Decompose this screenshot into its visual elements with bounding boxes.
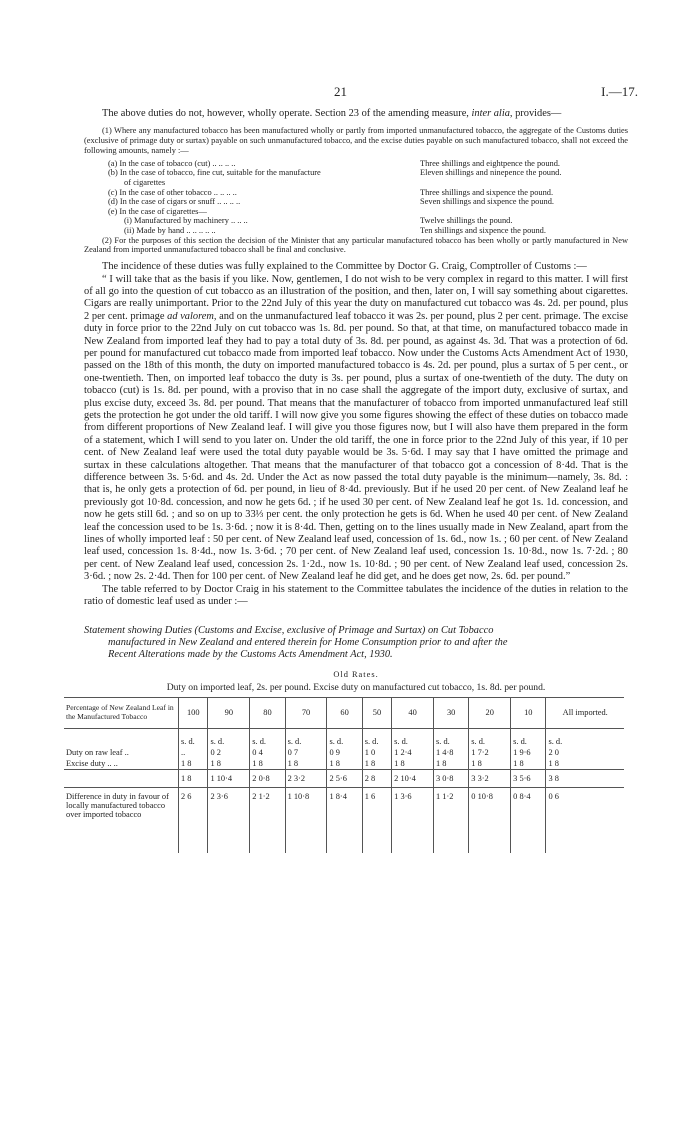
- duty-amounts-list: [84, 159, 628, 236]
- list-item: (ii) Made by hand .. .. .. .. .. Ten shillings and sixpence the pound.: [124, 225, 546, 235]
- table-cell: 2 8: [362, 769, 391, 787]
- list-item: (b) In the case of tobacco, fine cut, suitable for the manufacture Eleven shillings and ninepence the pound.: [108, 168, 562, 178]
- table-cell: 1 10·4: [208, 769, 250, 787]
- document-reference: I.—17.: [601, 84, 638, 99]
- table-intro-paragraph: The table referred to by Doctor Craig in his statement to the Committee tabulates the incidence of the duties in relation to the ratio of domestic leaf used as under :—: [84, 583, 628, 608]
- table-header-label: Percentage of New Zealand Leaf in the Manufactured Tobacco: [64, 697, 179, 728]
- table-header-row: [64, 697, 624, 728]
- table-cell: 1 10·8: [285, 787, 327, 853]
- table-cell: 2 3·6: [208, 787, 250, 853]
- table-cell: 0 8·4: [511, 787, 546, 853]
- unit-label: s. d.: [511, 728, 546, 747]
- table-cell: 0 2: [208, 747, 250, 758]
- unit-label: s. d.: [434, 728, 469, 747]
- table-cell: 1 8: [208, 758, 250, 770]
- unit-label: s. d.: [469, 728, 511, 747]
- duties-table: [64, 697, 624, 853]
- table-cell: 0 7: [285, 747, 327, 758]
- column-header: 80: [250, 697, 285, 728]
- row-label: [64, 769, 179, 787]
- table-cell: 1 8: [285, 758, 327, 770]
- table-cell: 1 9·6: [511, 747, 546, 758]
- table-cell: 2 10·4: [392, 769, 434, 787]
- table-cell: 0 9: [327, 747, 362, 758]
- column-header: 50: [362, 697, 391, 728]
- table-cell: 3 5·6: [511, 769, 546, 787]
- table-cell: 1 8: [250, 758, 285, 770]
- page-header: [84, 84, 638, 108]
- row-label: Duty on raw leaf ..: [66, 747, 129, 757]
- table-cell: ..: [179, 747, 208, 758]
- table-cell: 1 8: [469, 758, 511, 770]
- column-header: 90: [208, 697, 250, 728]
- unit-label: s. d.: [327, 728, 362, 747]
- list-item: (d) In the case of cigars or snuff .. .. .. .. Seven shillings and sixpence the pound.: [108, 197, 554, 207]
- row-label: Excise duty .. ..: [64, 758, 179, 770]
- table-cell: 2 3·2: [285, 769, 327, 787]
- table-row: [64, 769, 624, 787]
- list-item: (e) In the case of cigarettes—: [108, 206, 207, 216]
- table-cell: 1 8·4: [327, 787, 362, 853]
- table-cell: 0 10·8: [469, 787, 511, 853]
- table-cell: 2 5·6: [327, 769, 362, 787]
- table-cell: 2 0·8: [250, 769, 285, 787]
- column-header: 40: [392, 697, 434, 728]
- list-item: (a) In the case of tobacco (cut) .. .. .. .. Three shillings and eightpence the pound.: [108, 158, 561, 168]
- incidence-paragraph: The incidence of these duties was fully explained to the Committee by Doctor G. Craig, Comptroller of Customs :—: [102, 261, 587, 273]
- section-clause-2: (2) For the purposes of this section the decision of the Minister that any particular manufactured tobacco has been wholly or partly manufactured in New Zealand from imported unmanufactured tobacco shall be final and conclusive.: [84, 235, 628, 255]
- unit-label: s. d.: [179, 728, 208, 747]
- table-row: [64, 787, 624, 853]
- table-cell: 1 8: [179, 758, 208, 770]
- unit-label: s. d.: [250, 728, 285, 747]
- list-item: (i) Manufactured by machinery .. .. .. Twelve shillings the pound.: [124, 216, 513, 226]
- column-header: 70: [285, 697, 327, 728]
- table-cell: 1 8: [327, 758, 362, 770]
- table-cell: 3 3·2: [469, 769, 511, 787]
- table-cell: 0 4: [250, 747, 285, 758]
- table-cell: 1 4·8: [434, 747, 469, 758]
- table-cell: 1 8: [434, 758, 469, 770]
- table-cell: 1 8: [511, 758, 546, 770]
- list-item: (c) In the case of other tobacco .. .. .. .. Three shillings and sixpence the pound.: [108, 187, 554, 197]
- table-cell: 1 8: [392, 758, 434, 770]
- table-cell: 0 6: [546, 787, 624, 853]
- table-units-row: [64, 728, 624, 747]
- column-header: 30: [434, 697, 469, 728]
- unit-label: s. d.: [392, 728, 434, 747]
- table-cell: 2 1·2: [250, 787, 285, 853]
- old-rates-duty-line: Duty on imported leaf, 2s. per pound. Excise duty on manufactured cut tobacco, 1s. 8d. per pound.: [166, 681, 546, 693]
- table-cell: 2 0: [546, 747, 624, 758]
- column-header: 20: [469, 697, 511, 728]
- table-cell: 2 6: [179, 787, 208, 853]
- column-header: 10: [511, 697, 546, 728]
- unit-label: s. d.: [208, 728, 250, 747]
- intro-paragraph: The above duties do not, however, wholly operate. Section 23 of the amending measure, inter alia, provides—: [102, 108, 562, 119]
- column-header: 100: [179, 697, 208, 728]
- column-header: 60: [327, 697, 362, 728]
- section-clause-1: (1) Where any manufactured tobacco has been manufactured wholly or partly from imported unmanufactured tobacco, the aggregate of the Customs duties (exclusive of primage duty or surtax) payable on such unmanufactured tobacco, and the excise duties payable on such manufactured tobacco, shall not exceed the following amounts, namely :—: [84, 126, 628, 155]
- table-row: [64, 747, 624, 758]
- table-cell: 3 8: [546, 769, 624, 787]
- table-row: [64, 758, 624, 770]
- table-cell: 1 8: [546, 758, 624, 770]
- unit-label: s. d.: [285, 728, 327, 747]
- row-label: Difference in duty in favour of locally manufactured tobacco over imported tobacco: [66, 791, 169, 819]
- table-cell: 1 3·6: [392, 787, 434, 853]
- list-item: of cigarettes: [124, 177, 166, 187]
- table-cell: 1 8: [362, 758, 391, 770]
- table-cell: 1 2·4: [392, 747, 434, 758]
- craig-quote: “ I will take that as the basis if you like. Now, gentlemen, I do not wish to be very complex in regard to this matter. I will first of all go into the question of cut tobacco as an illustration of the position, and then, later on, I will say something about cigarettes. Cigars are really unimportant. Prior to the 22nd July of this year the duty on manufactured cut tobacco was 4s. 2d. per pound, plus 2 per cent. primage ad valorem, and on the unmanufactured leaf tobacco it was 2s. per pound, plus 2 per cent. primage. The excise duty in force prior to the 22nd July on cut tobacco was 1s. 8d. per pound. So that, at that time, on manufactured tobacco made in New Zealand from imported leaf they had to pay a total duty of 3s. 8d. per pound, as against 4s. 3d. That was a protection of 6d. per pound for manufactured cut tobacco made from imported leaf tobacco. Now under the Customs Acts Amendment Act of 1930, passed on the 18th of this month, the duty on imported manufactured tobacco is 4s. 2d. per pound, plus a surtax of 5 per cent., or one-twentieth. Then, on imported leaf tobacco the duty is 3s. per pound, plus a surtax of one-twentieth of the duty. The duty on tobacco (cut) is 1s. 8d. per pound, with a proviso that in no case shall the aggregate of the import duty, exclusive of surtax, and plus excise duty, exceed 3s. 8d. per pound. That means that the manufacturer of tobacco from imported unmanufactured leaf still gets the protection he got under the old tariff. I will now give you some figures showing the effect of these duties on tobacco made from different proportions of New Zealand leaf. I will give you those figures now, but I will also have them prepared in the form of a statement, which I will send to you later on. Under the old tariff, the one in force prior to the 22nd July of this year, if 10 per cent. of New Zealand leaf were used the total duty payable would be 3s. 5·6d. I may say that I have omitted the primage and surtax in these calculations altogether. That means that the manufacturer of that tobacco got a concession of 8·4d. That is the difference between 3s. 5·6d. and 4s. 2d. Under the Act as now passed the total duty payable is the minimum—namely, 3s. 8d. : that is, he only gets a protection of 6d. per pound, in lieu of 8·4d. previously. But if he used 20 per cent. of New Zealand leaf he previously got 10·8d. concession, and now he gets 6d. ; if he used 30 per cent. of New Zealand leaf he got 1s. 1d. concession, and now he gets still 6d. ; and so on up to 33⅓ per cent. the only protection he gets is 6d. When he used 40 per cent. of New Zealand leaf the concession used to be 1s. 3·6d. ; now it is 8·4d. Then, getting on to the lines usually made in New Zealand, apart from the lines of wholly imported leaf : 50 per cent. of New Zealand leaf used, concession of 1s. 6d., now 1s. ; 60 per cent. of New Zealand leaf used, concession 1s. 8·4d., now 1s. 3·6d. ; 70 per cent. of New Zealand leaf used, concession 1s. 10·8d., now 1s. 7·2d. ; 80 per cent. of New Zealand leaf used, concession 2s. 1·2d., now 1s. 10·8d. ; 90 per cent. of New Zealand leaf used, concession 2s. 3·6d. ; now 2s. 2·4d. Then for 100 per cent. of New Zealand leaf he did get, and he does get now, 2s. 6d. per pound.”: [84, 273, 628, 583]
- table-cell: 1 0: [362, 747, 391, 758]
- table-caption: Statement showing Duties (Customs and Excise, exclusive of Primage and Surtax) on Cut Tobacco manufactured in New Zealand and entered therein for Home Consumption prior to and after the Recent Alterations made by the Customs Acts Amendment Act, 1930.: [84, 624, 508, 661]
- table-cell: 1 7·2: [469, 747, 511, 758]
- unit-label: s. d.: [546, 728, 624, 747]
- old-rates-heading: Old Rates.: [333, 669, 379, 679]
- column-header: All imported.: [546, 697, 624, 728]
- table-cell: 1 1·2: [434, 787, 469, 853]
- table-cell: 3 0·8: [434, 769, 469, 787]
- page-number: 21: [334, 84, 347, 99]
- table-cell: 1 6: [362, 787, 391, 853]
- table-cell: 1 8: [179, 769, 208, 787]
- document-page: [66, 84, 638, 853]
- unit-label: s. d.: [362, 728, 391, 747]
